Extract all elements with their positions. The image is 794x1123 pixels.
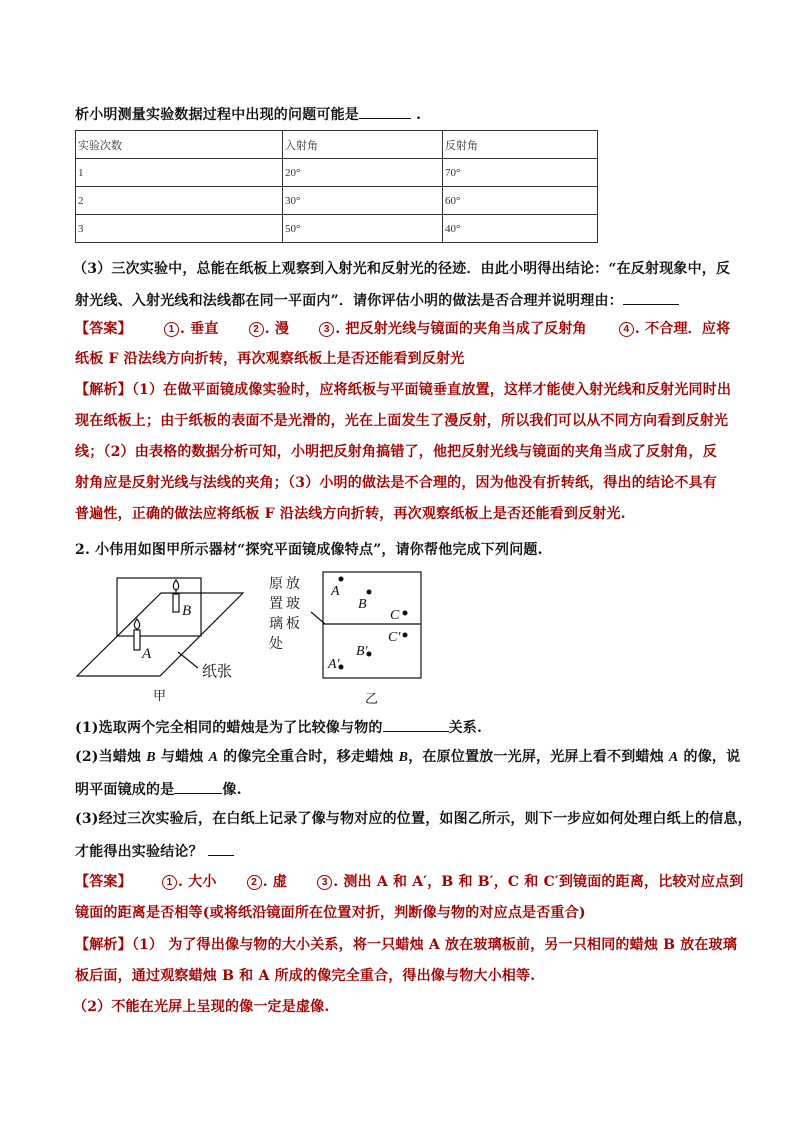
circled-number-icon: 3 (317, 875, 332, 890)
part1-text-end: 关系. (448, 720, 483, 736)
svg-text:B: B (182, 603, 192, 619)
answer-item: . 垂直 (179, 321, 219, 337)
circled-number-icon: 2 (247, 875, 262, 890)
q2-part2-line2 (75, 779, 242, 799)
var-a: A (668, 750, 679, 765)
part2-text: 的像，说 (678, 749, 741, 765)
intro-text: 析小明测量实验数据过程中出现的问题可能是 (75, 107, 359, 123)
part3-text: 才能得出实验结论？ (75, 844, 203, 860)
table-cell: 40° (443, 215, 598, 243)
var-b: B (146, 750, 156, 765)
svg-text:A: A (331, 584, 340, 599)
table-cell: 20° (283, 159, 443, 187)
part3-text: 射光线、入射光线和法线都在同一平面内”．请你评估小明的做法是否合理并说明理由： (75, 293, 623, 309)
header-cell: 入射角 (283, 131, 443, 159)
question-2-title (75, 541, 543, 559)
svg-text:纸张: 纸张 (202, 662, 233, 680)
circled-number-icon: 2 (249, 322, 264, 337)
table-cell: 30° (283, 187, 443, 215)
q2-part1 (75, 717, 482, 737)
table-cell: 60° (443, 187, 598, 215)
analysis-label: 【解析】 (75, 937, 132, 953)
var-b: B (398, 750, 409, 765)
answer-line (75, 873, 743, 891)
answer-blank[interactable] (383, 717, 449, 732)
analysis-line (75, 936, 737, 954)
q2-part3-line2 (75, 841, 234, 861)
q2-part2-line1 (75, 748, 740, 767)
table-cell: 2 (76, 187, 283, 215)
intro-period: . (416, 107, 422, 123)
answer-blank[interactable] (359, 104, 411, 119)
answer-line2: 纸板 F 沿法线方向折转，再次观察纸板上是否还能看到反射光 (75, 351, 465, 367)
figure-jia-diagram (65, 570, 255, 705)
answer-label: 【答案】 (75, 874, 132, 890)
answer-line2: 镜面的距离是否相等(或将纸沿镜面所在位置对折，判断像与物的对应点是否重合) (75, 905, 586, 921)
table-cell: 70° (443, 159, 598, 187)
part1-text: (1)选取两个完全相同的蜡烛是为了比较像与物的 (75, 720, 383, 736)
answer-item: . 大小 (177, 874, 217, 890)
part2-text: 的像完全重合时，移走蜡烛 (218, 749, 399, 765)
analysis-text: （1）在做平面镜成像实验时，应将纸板与平面镜垂直放置，这样才能使入射光线和反射光同时出 (131, 382, 732, 398)
analysis-line (75, 381, 731, 399)
part2-text: 明平面镜成的是 (75, 782, 175, 798)
var-a: A (208, 750, 219, 765)
svg-text:B: B (358, 597, 367, 612)
table-header-row (76, 131, 598, 159)
svg-text:乙: 乙 (365, 692, 379, 705)
answer-blank[interactable] (208, 841, 234, 856)
analysis-text: （1） 为了得出像与物的大小关系，将一只蜡烛 A 放在玻璃板前，另一只相同的蜡烛 B 放在玻璃 (131, 937, 738, 953)
table-row (76, 215, 598, 243)
circled-number-icon: 3 (319, 322, 334, 337)
question-number: 2. (75, 542, 91, 558)
table-cell: 50° (283, 215, 443, 243)
svg-text:璃板: 璃板 (269, 616, 303, 632)
svg-text:处: 处 (269, 636, 286, 652)
answer-blank[interactable] (623, 290, 679, 305)
table-cell: 3 (76, 215, 283, 243)
answer-item: . 把反射光线与镜面的夹角当成了反射角 (335, 321, 587, 337)
question-text: 小伟用如图甲所示器材“探究平面镜成像特点”，请你帮他完成下列问题. (95, 542, 543, 558)
answer-line (75, 320, 730, 338)
svg-text:A: A (142, 646, 152, 662)
figure-yi-diagram (255, 570, 425, 705)
circled-number-icon: 4 (619, 322, 634, 337)
header-cell: 反射角 (443, 131, 598, 159)
analysis-line: 线；（2）由表格的数据分析可知，小明把反射角搞错了，他把反射光线与镜面的夹角当成了反射角，反 (75, 444, 717, 460)
circled-number-icon: 1 (162, 875, 177, 890)
header-cell: 实验次数 (76, 131, 283, 159)
svg-text:C: C (390, 608, 400, 623)
svg-text:置玻: 置玻 (269, 596, 303, 612)
svg-text:原放: 原放 (269, 576, 303, 592)
svg-text:C′: C′ (388, 630, 401, 645)
analysis-line: 现在纸板上；由于纸板的表面不是光滑的，光在上面发生了漫反射，所以我们可以从不同方向看到反射光 (75, 413, 729, 429)
answer-item: . 虚 (262, 874, 288, 890)
part2-text: ，在原位置放一光屏，光屏上看不到蜡烛 (408, 749, 669, 765)
table-cell: 1 (76, 159, 283, 187)
analysis-line: （2）不能在光屏上呈现的像一定是虚像. (73, 999, 330, 1015)
part2-text-end: 像. (222, 782, 242, 798)
table-row (76, 187, 598, 215)
answer-blank[interactable] (174, 779, 222, 794)
question-continuation-line (75, 104, 421, 124)
svg-text:A′: A′ (328, 657, 340, 672)
analysis-label: 【解析】 (75, 382, 132, 398)
experiment-data-table (75, 130, 598, 243)
analysis-line: 板后面，通过观察蜡烛 B 和 A 所成的像完全重合，得出像与物大小相等. (75, 968, 536, 984)
part3-question-line2 (75, 290, 679, 310)
answer-label: 【答案】 (75, 321, 132, 337)
part3-question-line1: （3）三次实验中，总能在纸板上观察到入射光和反射光的径迹．由此小明得出结论：“在反射现象中，反 (73, 261, 731, 277)
answer-item: . 漫 (264, 321, 290, 337)
circled-number-icon: 1 (164, 322, 179, 337)
table-row (76, 159, 598, 187)
q2-part3-line1: (3)经过三次实验后，在白纸上记录了像与物对应的位置，如图乙所示，则下一步应如何处理白纸上的信息， (75, 811, 752, 827)
answer-item: . 不合理．应将 (634, 321, 731, 337)
part2-text: 与蜡烛 (155, 749, 209, 765)
part2-text: (2)当蜡烛 (75, 749, 147, 765)
svg-text:甲: 甲 (153, 689, 167, 704)
answer-item: . 测出 A 和 A′，B 和 B′，C 和 C′到镜面的距离，比较对应点到 (333, 874, 744, 890)
analysis-line: 普遍性，正确的做法应将纸板 F 沿法线方向折转，再次观察纸板上是否还能看到反射光. (75, 506, 626, 522)
svg-text:B′: B′ (356, 644, 368, 659)
analysis-line: 射角应是反射光线与法线的夹角；（3）小明的做法是不合理的，因为他没有折转纸，得出的结论不具有 (75, 475, 717, 491)
